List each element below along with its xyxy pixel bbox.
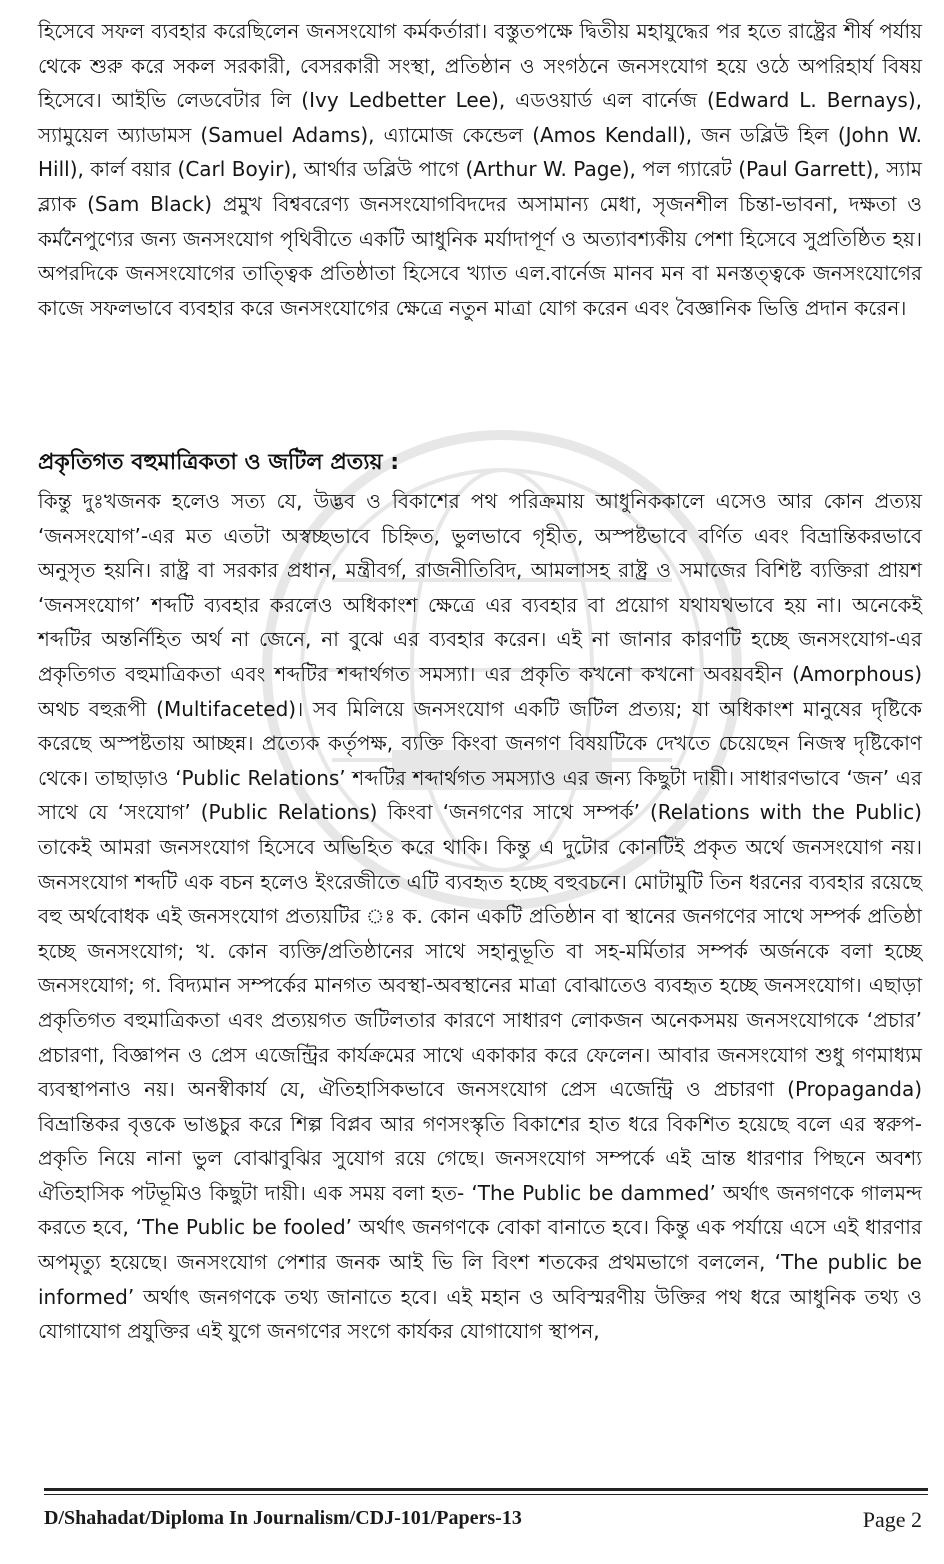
footer-rule-thin — [44, 1494, 928, 1495]
footer-rule-thick — [44, 1488, 928, 1491]
body-paragraph-1: হিসেবে সফল ব্যবহার করেছিলেন জনসংযোগ কর্মকর্তারা। বস্তুতপক্ষে দ্বিতীয় মহাযুদ্ধের পর হতে রাষ্ট্রের শীর্ষ পর্যায় থেকে শুরু করে সকল সরকারী, বেসরকারী সংস্থা, প্রতিষ্ঠান ও সংগঠনে জনসংযোগ হয়ে ওঠে অপরিহার্য বিষয় হিসেবে। আইভি লেডবেটার লি (Ivy Ledbetter Lee), এডওয়ার্ড এল বার্নেজ (Edward L. Bernays), স্যামুয়েল অ্যাডামস (Samuel Adams), এ্যামোজ কেন্ডেল (Amos Kendall), জন ডব্লিউ হিল (John W. Hill), কার্ল বয়ার (Carl Boyir), আর্থার ডব্লিউ পাগে (Arthur W. Page), পল গ্যারেট (Paul Garrett), স্যাম ব্ল্যাক (Sam Black) প্রমুখ বিশ্ববরেণ্য জনসংযোগবিদদের অসামান্য মেধা, সৃজনশীল চিন্তা-ভাবনা, দক্ষতা ও কর্মনৈপুণ্যের জন্য জনসংযোগ পৃথিবীতে একটি আধুনিক মর্যাদাপূর্ণ ও অত্যাবশ্যকীয় পেশা হিসেবে সুপ্রতিষ্ঠিত হয়। অপরদিকে জনসংযোগের তাত্ত্বিক প্রতিষ্ঠাতা হিসেবে খ্যাত এল.বার্নেজ মানব মন বা মনস্তত্ত্বকে জনসংযোগের কাজে সফলভাবে ব্যবহার করে জনসংযোগের ক্ষেত্রে নতুন মাত্রা যোগ করেন এবং বৈজ্ঞানিক ভিত্তি প্রদান করেন। — [38, 19, 922, 320]
page-number: Page 2 — [862, 1507, 922, 1532]
body-paragraph-2: কিন্তু দুঃখজনক হলেও সত্য যে, উদ্ভব ও বিকাশের পথ পরিক্রমায় আধুনিককালে এসেও আর কোন প্রত্যয় ‘জনসংযোগ’-এর মত এতটা অস্বচ্ছভাবে চিহ্নিত, ভুলভাবে গৃহীত, অস্পষ্টভাবে বর্ণিত এবং বিভ্রান্তিকরভাবে অনুসৃত হয়নি। রাষ্ট্র বা সরকার প্রধান, মন্ত্রীবর্গ, রাজনীতিবিদ, আমলাসহ রাষ্ট্র ও সমাজের বিশিষ্ট ব্যক্তিরা প্রায়শ ‘জনসংযোগ’ শব্দটি ব্যবহার করলেও অধিকাংশ ক্ষেত্রে এর ব্যবহার বা প্রয়োগ যথাযথভাবে হয় না। অনেকেই শব্দটির অন্তর্নিহিত অর্থ না জেনে, না বুঝে এর ব্যবহার করেন। এই না জানার কারণটি হচ্ছে জনসংযোগ-এর প্রকৃতিগত বহুমাত্রিকতা এবং শব্দটির শব্দার্থগত সমস্যা। এর প্রকৃতি কখনো কখনো অবয়বহীন (Amorphous) অথচ বহুরূপী (Multifaceted)। সব মিলিয়ে জনসংযোগ একটি জটিল প্রত্যয়; যা অধিকাংশ মানুষের দৃষ্টিকে করেছে অস্পষ্টতায় আচ্ছন্ন। প্রত্যেক কর্তৃপক্ষ, ব্যক্তি কিংবা জনগণ বিষয়টিকে দেখতে চেয়েছেন নিজস্ব দৃষ্টিকোণ থেকে। তাছাড়াও ‘Public Relations’ শব্দটির শব্দার্থগত সমস্যাও এর জন্য কিছুটা দায়ী। সাধারণভাবে ‘জন’ এর সাথে যে ‘সংযোগ’ (Public Relations) কিংবা ‘জনগণের সাথে সম্পর্ক’ (Relations with the Public) তাকেই আমরা জনসংযোগ হিসেবে অভিহিত করে থাকি। কিন্তু এ দুটোর কোনটিই প্রকৃত অর্থে জনসংযোগ নয়। জনসংযোগ শব্দটি এক বচন হলেও ইংরেজীতে এটি ব্যবহৃত হচ্ছে বহুবচনে। মোটামুটি তিন ধরনের ব্যবহার রয়েছে বহু অর্থবোধক এই জনসংযোগ প্রত্যয়টির ঃ ক. কোন একটি প্রতিষ্ঠান বা স্থানের জনগণের সাথে সম্পর্ক প্রতিষ্ঠা হচ্ছে জনসংযোগ; খ. কোন ব্যক্তি/প্রতিষ্ঠানের সাথে সহানুভূতি বা সহ-মর্মিতার সম্পর্ক অর্জনকে বলা হচ্ছে জনসংযোগ; গ. বিদ্যমান সম্পর্কের মানগত অবস্থা-অবস্থানের মাত্রা বোঝাতেও ব্যবহৃত হচ্ছে জনসংযোগ। এছাড়া প্রকৃতিগত বহুমাত্রিকতা এবং প্রত্যয়গত জটিলতার কারণে সাধারণ লোকজন অনেকসময় জনসংযোগকে ‘প্রচার’ প্রচারণা, বিজ্ঞাপন ও প্রেস এজেন্ট্রির কার্যক্রমের সাথে একাকার করে ফেলেন। আবার জনসংযোগ শুধু গণমাধ্যম ব্যবস্থাপনাও নয়। অনস্বীকার্য যে, ঐতিহাসিকভাবে জনসংযোগ প্রেস এজেন্ট্রি ও প্রচারণা (Propaganda) বিভ্রান্তিকর বৃত্তকে ভাঙচুর করে শিল্প বিপ্লব আর গণসংস্কৃতি বিকাশের হাত ধরে বিকশিত হয়েছে বলে এর স্বরুপ-প্রকৃতি নিয়ে নানা ভুল বোঝাবুঝির সুযোগ রয়ে গেছে। জনসংযোগ সম্পর্কে এই ভ্রান্ত ধারণার পিছনে অবশ্য ঐতিহাসিক পটভূমিও কিছুটা দায়ী। এক সময় বলা হত- ‘The Public be dammed’ অর্থাৎ জনগণকে গালমন্দ করতে হবে, ‘The Public be fooled’ অর্থাৎ জনগণকে বোকা বানাতে হবে। কিন্তু এক পর্যায়ে এসে এই ধারণার অপমৃত্যু হয়েছে। জনসংযোগ পেশার জনক আই ভি লি বিংশ শতকের প্রথমভাগে বললেন, ‘The public be informed’ অর্থাৎ জনগণকে তথ্য জানাতে হবে। এই মহান ও অবিস্মরণীয় উক্তির পথ ধরে আধুনিক তথ্য ও যোগাযোগ প্রযুক্তির এই যুগে জনগণের সংগে কার্যকর যোগাযোগ স্থাপন, — [38, 489, 922, 1344]
section-heading: প্রকৃতিগত বহুমাত্রিকতা ও জটিল প্রত্যয় : — [38, 450, 400, 475]
footer-source: D/Shahadat/Diploma In Journalism/CDJ-101/Papers-13 — [44, 1507, 522, 1529]
